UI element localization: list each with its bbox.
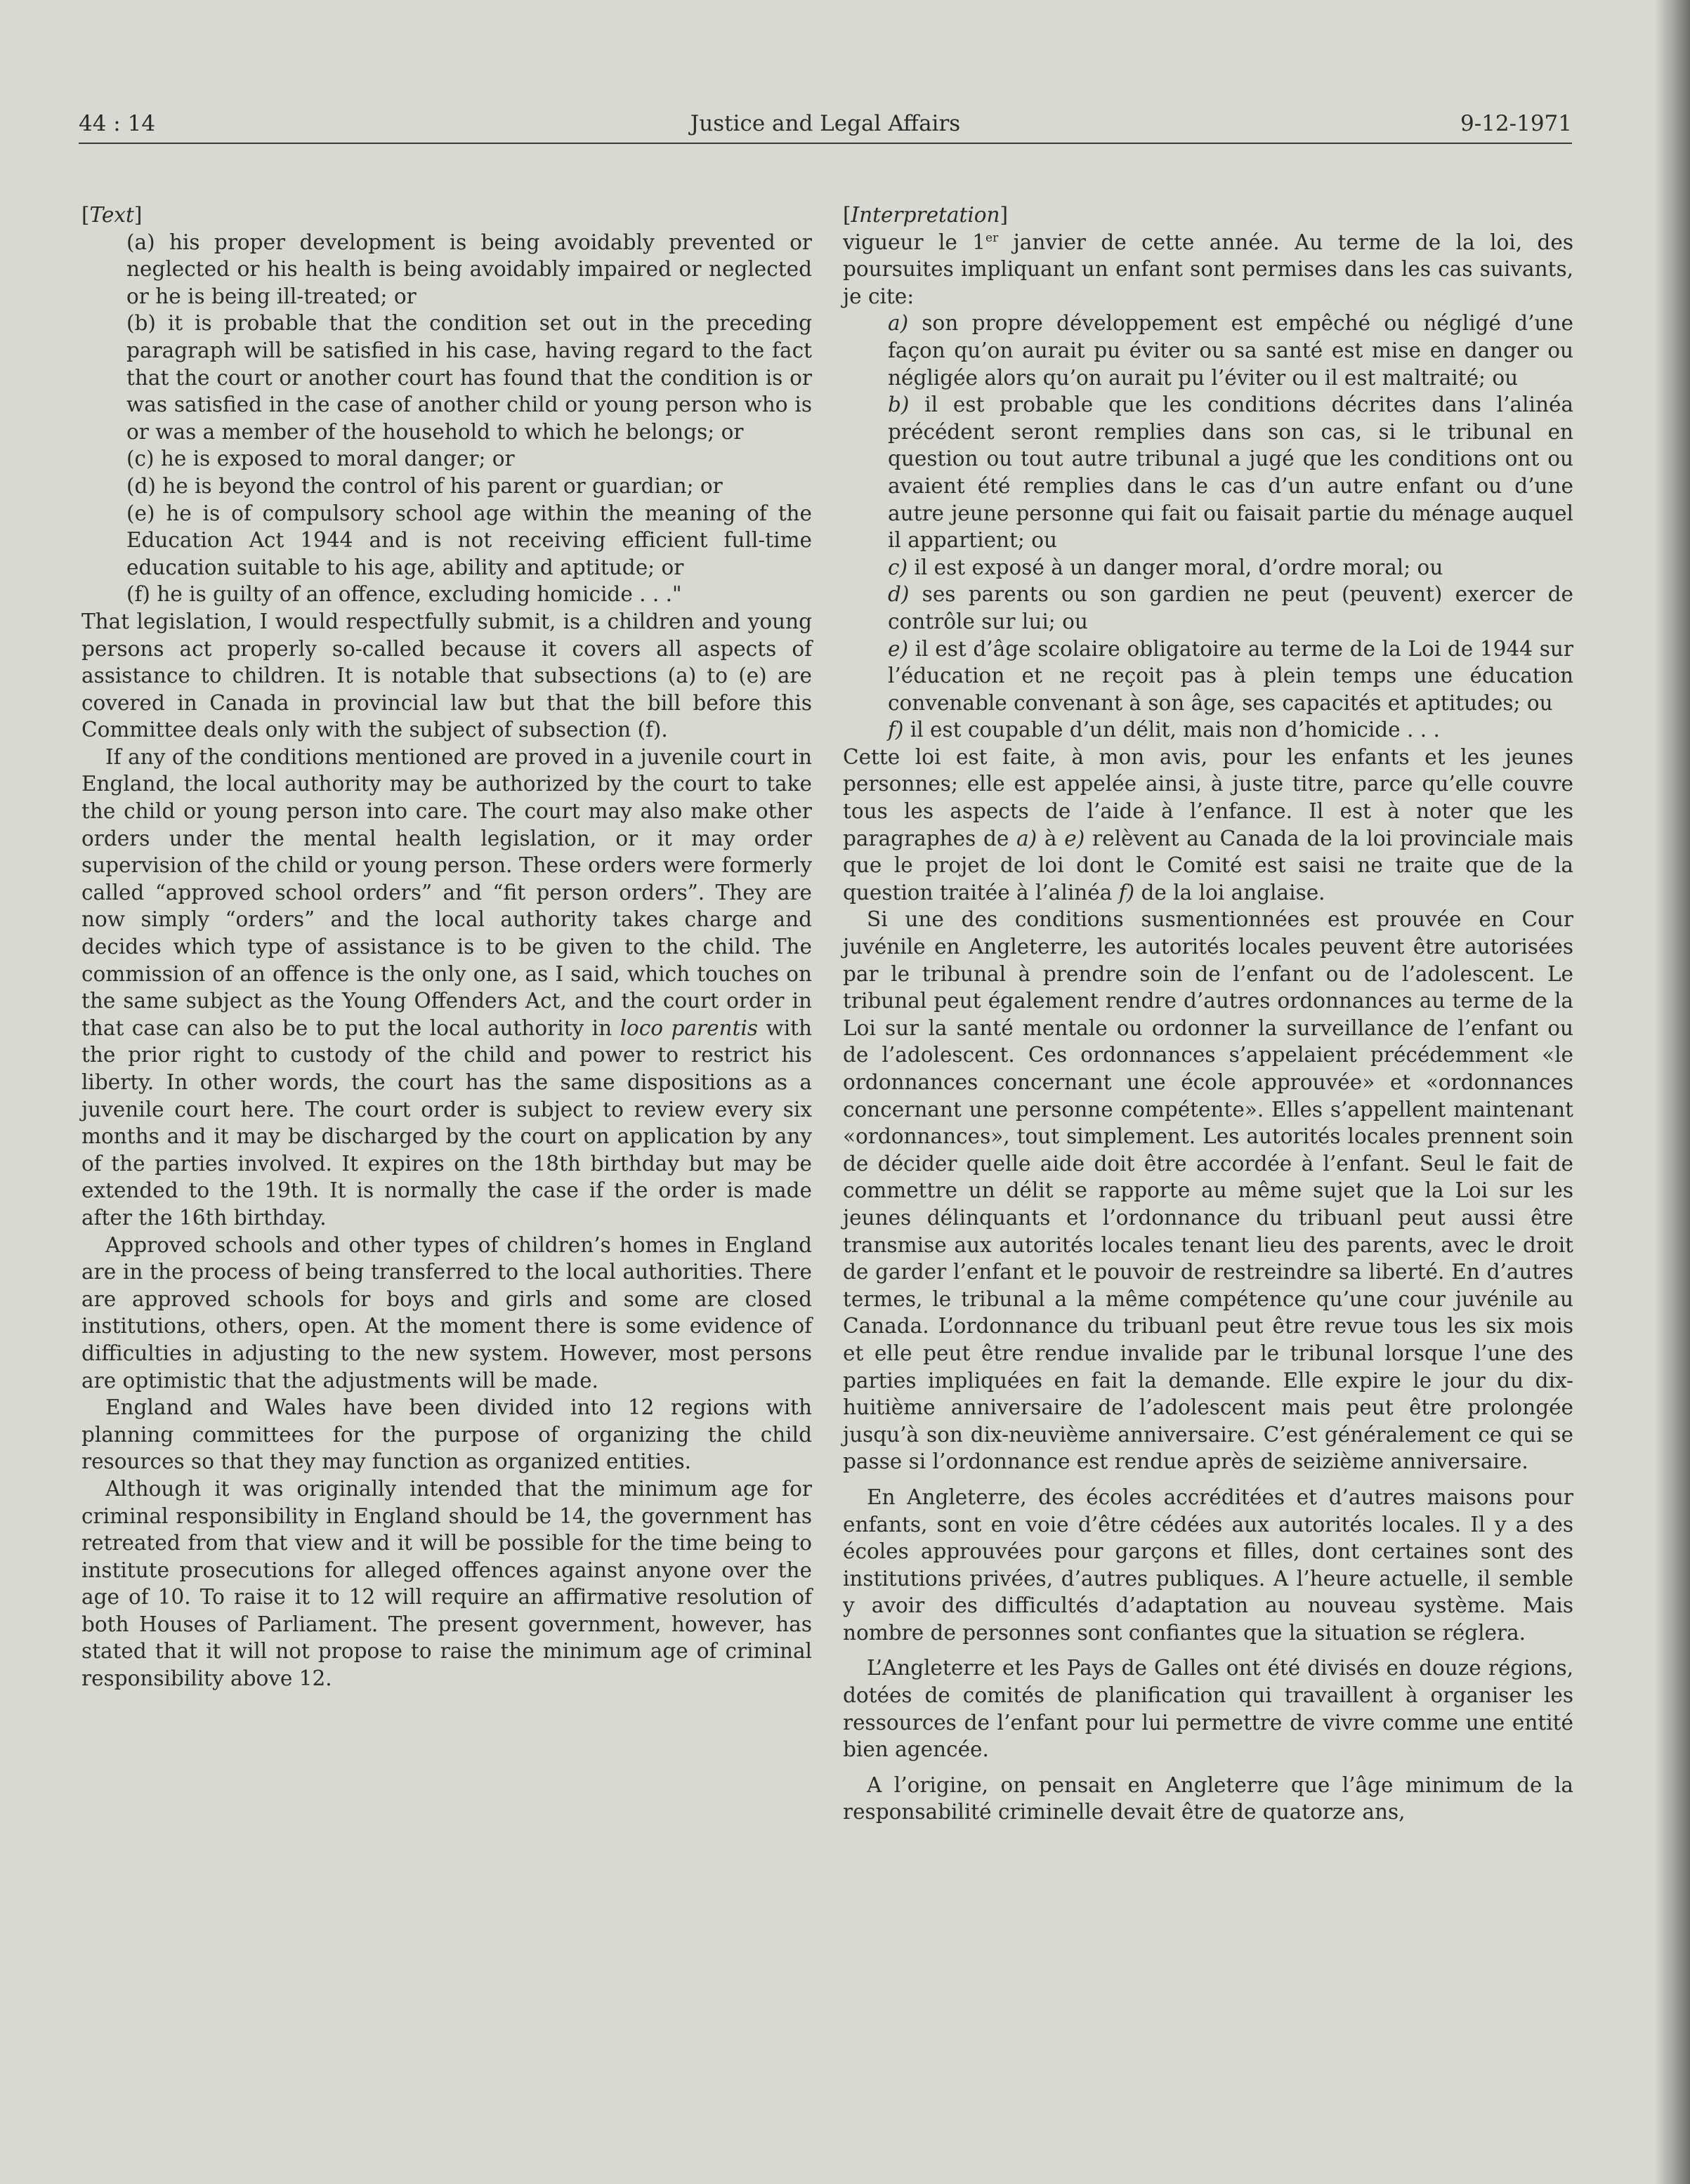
header-rule (79, 143, 1572, 144)
paragraph-approved-schools: Approved schools and other types of children’s homes in England are in the process of being transferred to the local authorities. There are approved schools for boys and girls and some are closed institutions, others, open. At the moment there is some evidence of difficulties in adjusting to the new system. However, most persons are optimistic that the adjustments will be made. (81, 1232, 812, 1393)
list-item-a: (a) his proper development is being avoidably prevented or neglected or his health is being avoidably impaired or neglected or he is being ill-treated; or (126, 230, 812, 308)
list-item-f: (f) he is guilty of an offence, excluding homicide . . ." (126, 582, 682, 607)
sitting-date: 9-12-1971 (1460, 111, 1572, 136)
list-item-f-fr: f) il est coupable d’un délit, mais non d’homicide . . . (888, 718, 1440, 742)
paragraph-conditions: If any of the conditions mentioned are proved in a juvenile court in England, the local authority may be authorized by the court to take the child or young person into care. The court may also make other orders under the mental health legislation, or it may order supervision of the child or young person. These orders were formerly called “approved school orders” and “fit person orders”. They are now simply “orders” and the local authority takes charge and decides which type of assistance is to be given to the child. The commission of an offence is the only one, as I said, which touches on the same subject as the Young Offenders Act, and the court order in that case can also be to put the local authority in loco parentis with the prior right to custody of the child and power to restrict his liberty. In other words, the court has the same dispositions as a juvenile court here. The court order is subject to review every six months and it may be discharged by the court on application by any of the parties involved. It expires on the 18th birthday but may be extended to the 19th. It is normally the case if the order is made after the 16th birthday. (81, 744, 812, 1230)
paragraph-intro: vigueur le 1er janvier de cette année. Au terme de la loi, des poursuites impliquant un enfant sont permises dans les cas suivants, je cite: (843, 230, 1573, 308)
list-item-e: (e) he is of compulsory school age within the meaning of the Education Act 1944 and is not receiving efficient full-time education suitable to his age, ability and aptitude; or (126, 501, 812, 579)
paragraph-loi-faite: Cette loi est faite, à mon avis, pour les enfants et les jeunes personnes; elle est appelée ainsi, à juste titre, parce qu’elle couvre tous les aspects de l’aide à l’enfance. Il est à noter que les paragraphes de a) à e) relèvent au Canada de la loi provinciale mais que le projet de loi dont le Comité est saisi ne traite que de la question traitée à l’alinéa f) de la loi anglaise. (843, 744, 1573, 904)
paragraph-age-minimum: A l’origine, on pensait en Angleterre que l’âge minimum de la responsabilité criminelle devait être de quatorze ans, (843, 1772, 1573, 1824)
list-item-b-fr: b) il est probable que les conditions décrites dans l’alinéa précédent seront remplies dans son cas, si le tribunal en question ou tout autre tribunal a jugé que les conditions ont ou avaient été remplies dans le cas d’un autre enfant ou d’une autre jeune personne qui fait ou faisait partie du ménage auquel il appartient; ou (888, 393, 1573, 553)
french-column (843, 202, 1573, 1826)
paragraph-regions: England and Wales have been divided into 12 regions with planning committees for the purpose of organizing the child resources so that they may function as organized entities. (81, 1395, 812, 1474)
running-header (79, 110, 1572, 143)
column-label-text: [Text] (81, 203, 143, 227)
list-item-c-fr: c) il est exposé à un danger moral, d’ordre moral; ou (888, 555, 1443, 579)
english-column (81, 202, 812, 1692)
running-title: Justice and Legal Affairs (690, 111, 961, 136)
page-edge-shadow (1655, 0, 1690, 2184)
paragraph-conditions-fr: Si une des conditions susmentionnées est prouvée en Cour juvénile en Angleterre, les autorités locales peuvent être autorisées par le tribunal à prendre soin de l’enfant ou de l’adolescent. Le tribunal peut également rendre d’autres ordonnances au terme de la Loi sur la santé mentale ou ordonner la surveillance de l’enfant ou de l’adolescent. Ces ordonnances s’appelaient précédemment «le ordonnances concernant une école approuvée» et «ordonnances concernant une personne compétente». Elles s’appellent maintenant «ordonnances», tout simplement. Les autorités locales prennent soin de décider quelle aide doit être accordée à l’enfant. Seul le fait de commettre un délit se rapporte au même sujet que la Loi sur les jeunes délinquants et l’ordonnance du tribuanl peut aussi être transmise aux autorités locales tenant lieu des parents, avec le droit de garder l’enfant et le pouvoir de restreindre sa liberté. En d’autres termes, le tribunal a la même compétence qu’une cour juvénile au Canada. L’ordonnance du tribuanl peut être revue tous les six mois et elle peut être rendue invalide par le tribunal lorsque l’une des parties impliquées en fait la demande. Elle expire le jour du dix-huitième anniversaire de l’adolescent mais peut être prolongée jusqu’à son dix-neuvième anniversaire. C’est généralement ce qui se passe si l’ordonnance est rendue après de seizième anniversaire. (843, 907, 1573, 1474)
list-item-e-fr: e) il est d’âge scolaire obligatoire au terme de la Loi de 1944 sur l’éducation et ne reçoit pas à plein temps une éducation convenable convenant à son âge, ses capacités et aptitudes; ou (888, 636, 1573, 715)
column-label-interpretation: [Interpretation] (843, 203, 1009, 227)
list-item-d-fr: d) ses parents ou son gardien ne peut (peuvent) exercer de contrôle sur lui; ou (888, 582, 1573, 633)
list-item-c: (c) he is exposed to moral danger; or (126, 447, 515, 471)
paragraph-minimum-age: Although it was originally intended that the minimum age for criminal responsibility in England should be 14, the government has retreated from that view and it will be possible for the time being to institute prosecutions for alleged offences against anyone over the age of 10. To raise it to 12 will require an affirmative resolution of both Houses of Parliament. The present government, however, has stated that it will not propose to raise the minimum age of criminal responsibility above 12. (81, 1476, 812, 1691)
page-number: 44 : 14 (79, 111, 156, 136)
paragraph-legislation: That legislation, I would respectfully submit, is a children and young persons act properly so-called because it covers all aspects of assistance to children. It is notable that subsections (a) to (e) are covered in Canada in provincial law but that the bill before this Committee deals only with the subject of subsection (f). (81, 609, 812, 742)
list-item-b: (b) it is probable that the condition set out in the preceding paragraph will be satisfied in his case, having regard to the fact that the court or another court has found that the condition is or was satisfied in the case of another child or young person who is or was a member of the household to which he belongs; or (126, 311, 812, 444)
paragraph-regions-fr: L’Angleterre et les Pays de Galles ont été divisés en douze régions, dotées de comités de planification qui travaillent à organiser les ressources de l’enfant pour lui permettre de vivre comme une entité bien agencée. (843, 1656, 1573, 1762)
list-item-d: (d) he is beyond the control of his parent or guardian; or (126, 473, 723, 498)
paragraph-ecoles: En Angleterre, des écoles accréditées et d’autres maisons pour enfants, sont en voie d’être cédées aux autorités locales. Il y a des écoles approuvées pour garçons et filles, dont certaines sont des institutions privées, d’autres publiques. A l’heure actuelle, il semble y avoir des difficultés d’adaptation au nouveau système. Mais nombre de personnes sont confiantes que la situation se réglera. (843, 1485, 1573, 1645)
list-item-a-fr: a) son propre développement est empêché ou négligé d’une façon qu’on aurait pu éviter ou sa santé est mise en danger ou négligée alors qu’on aurait pu l’éviter ou il est maltraité; ou (888, 311, 1573, 390)
